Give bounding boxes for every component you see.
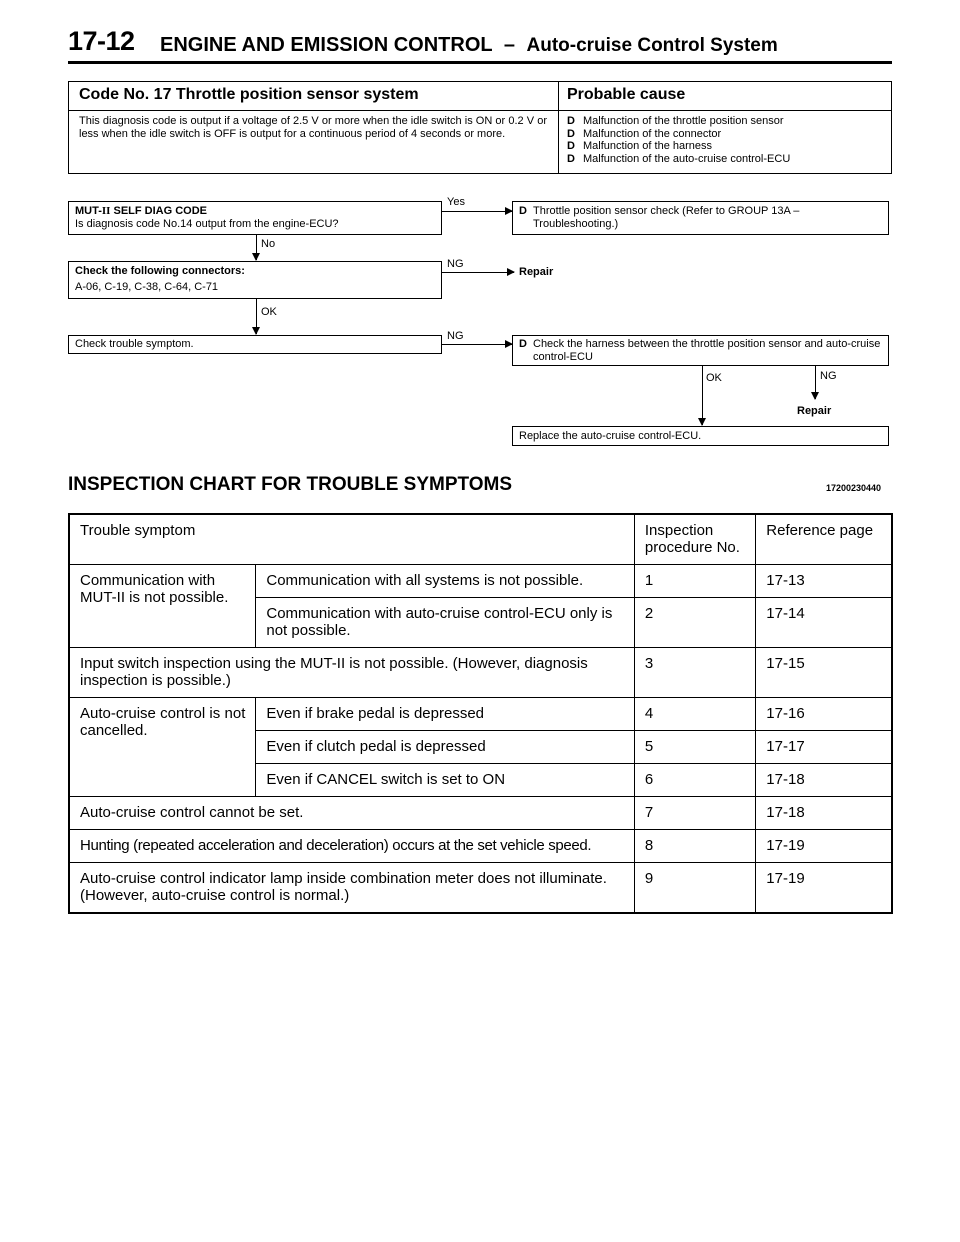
flow-step-text: A-06, C-19, C-38, C-64, C-71	[75, 280, 219, 293]
ng-label: NG	[447, 330, 464, 342]
no-label: No	[261, 238, 276, 250]
no-arrow	[256, 235, 257, 260]
page-number: 17-12	[68, 26, 135, 56]
bullet-d: D	[567, 127, 575, 140]
code-title: Code No. 17 Throttle position sensor system	[79, 86, 419, 103]
cause-item: D Malfunction of the connector	[567, 127, 722, 140]
ng-arrow	[442, 344, 512, 345]
section-title	[160, 34, 778, 57]
row-procedure: 6	[634, 764, 755, 797]
flow-step-title: Check the following connectors:	[75, 265, 245, 277]
repair-label: Repair	[797, 405, 832, 417]
header-reference: Reference page	[756, 514, 892, 565]
ok-label: OK	[261, 306, 277, 318]
ng-arrow	[442, 272, 514, 273]
flow-step-mut-check	[68, 201, 442, 235]
flow-result-harness-check: D Check the harness between the throttle position sensor and auto-cruise control-ECU	[512, 335, 889, 366]
flow-step-text: Check trouble symptom.	[75, 338, 194, 350]
row-symptom: Auto-cruise control cannot be set.	[69, 797, 634, 830]
row-page: 17-19	[756, 863, 892, 914]
cause-heading: Probable cause	[567, 86, 686, 103]
row-procedure: 9	[634, 863, 755, 914]
row-page: 17-18	[756, 797, 892, 830]
group-mut-comm: Communication with MUT-II is not possible.	[69, 565, 256, 648]
row-page: 17-18	[756, 764, 892, 797]
table-header-row	[69, 514, 892, 565]
ng-label: NG	[820, 370, 837, 382]
ng-arrow	[815, 366, 816, 399]
ok-arrow	[256, 299, 257, 334]
code-box	[68, 81, 892, 174]
table-row	[69, 698, 892, 731]
row-symptom: Hunting (repeated acceleration and deceleration) occurs at the set vehicle speed.	[69, 830, 634, 863]
row-symptom: Even if clutch pedal is depressed	[256, 731, 635, 764]
title-separator: –	[503, 34, 515, 56]
flow-step-title: MUT-II SELF DIAG CODE	[75, 205, 208, 217]
flow-step-symptom-check	[68, 335, 442, 354]
bullet-d: D	[567, 115, 575, 127]
table-row	[69, 797, 892, 830]
row-procedure: 1	[634, 565, 755, 598]
row-symptom: Even if brake pedal is depressed	[256, 698, 635, 731]
inspection-chart-title: INSPECTION CHART FOR TROUBLE SYMPTOMS	[68, 474, 513, 495]
group-not-cancelled: Auto-cruise control is not cancelled.	[69, 698, 256, 797]
inspection-chart-code: 17200230440	[826, 483, 882, 493]
row-page: 17-13	[756, 565, 892, 598]
inspection-table-wrap	[68, 513, 893, 914]
code-description: This diagnosis code is output if a voltage of 2.5 V or more when the idle switch is ON or 0.2 V or less when the idle switch is OFF is output for a continuous period of 4 seconds or more.	[79, 115, 547, 140]
section-subtitle: Auto-cruise Control System	[526, 35, 778, 56]
row-symptom: Communication with auto-cruise control-ECU only is not possible.	[256, 598, 635, 648]
row-symptom: Input switch inspection using the MUT-II is not possible. (However, diagnosis inspection is possible.)	[69, 648, 634, 698]
cause-item: D Malfunction of the throttle position sensor	[567, 115, 784, 127]
ng-label: NG	[447, 258, 464, 270]
table-row	[69, 565, 892, 598]
cause-item: D Malfunction of the auto-cruise control-ECU	[567, 152, 791, 165]
code-box-header-rule	[69, 110, 891, 111]
flow-result-throttle-check: D Throttle position sensor check (Refer to GROUP 13A – Troubleshooting.)	[512, 201, 889, 235]
row-procedure: 5	[634, 731, 755, 764]
bullet-d: D	[519, 338, 527, 350]
table-row	[69, 863, 892, 914]
row-procedure: 2	[634, 598, 755, 648]
yes-arrow	[442, 211, 512, 212]
ok-arrow	[702, 366, 703, 425]
row-page: 17-17	[756, 731, 892, 764]
row-procedure: 3	[634, 648, 755, 698]
row-page: 17-15	[756, 648, 892, 698]
row-procedure: 4	[634, 698, 755, 731]
ok-label: OK	[706, 372, 722, 384]
flow-step-text: Is diagnosis code No.14 output from the engine-ECU?	[75, 217, 339, 230]
flow-final-step	[512, 426, 889, 446]
row-page: 17-16	[756, 698, 892, 731]
row-symptom: Auto-cruise control indicator lamp inside combination meter does not illuminate. (However, auto-cruise control is normal.)	[69, 863, 634, 914]
flow-step-connector-check	[68, 261, 442, 299]
header-symptom: Trouble symptom	[80, 522, 196, 539]
row-procedure: 7	[634, 797, 755, 830]
cause-item: D Malfunction of the harness	[567, 140, 713, 152]
row-procedure: 8	[634, 830, 755, 863]
header-procedure: Inspection procedure No.	[634, 514, 755, 565]
bullet-d: D	[519, 205, 527, 217]
section-title-main: ENGINE AND EMISSION CONTROL	[160, 34, 493, 56]
flow-step-text: Replace the auto-cruise control-ECU.	[519, 430, 702, 442]
repair-label: Repair	[519, 266, 554, 278]
cause-list	[567, 115, 790, 165]
row-symptom: Even if CANCEL switch is set to ON	[256, 764, 635, 797]
bullet-d: D	[567, 140, 575, 152]
table-row	[69, 648, 892, 698]
yes-label: Yes	[447, 196, 465, 208]
header-rule	[68, 61, 892, 64]
bullet-d: D	[567, 152, 575, 165]
inspection-table	[68, 513, 893, 914]
row-page: 17-19	[756, 830, 892, 863]
row-page: 17-14	[756, 598, 892, 648]
code-box-divider	[558, 82, 559, 173]
row-symptom: Communication with all systems is not possible.	[256, 565, 635, 598]
table-row	[69, 830, 892, 863]
